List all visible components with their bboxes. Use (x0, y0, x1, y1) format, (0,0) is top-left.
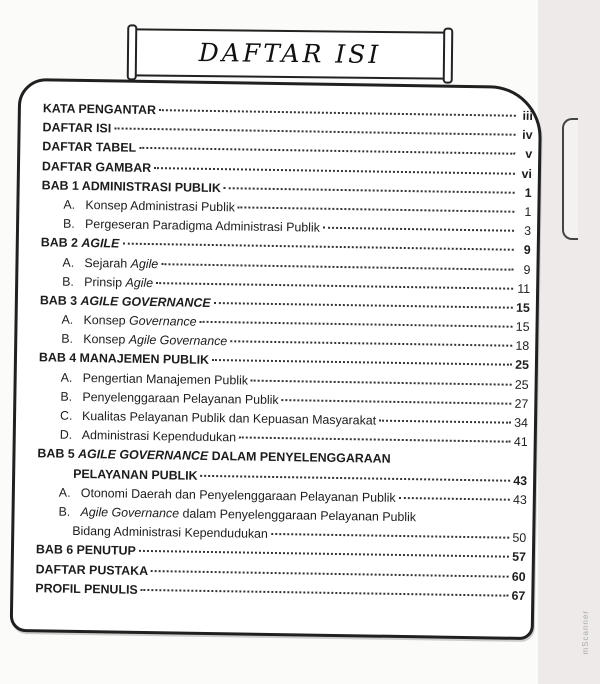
toc-entry-page: 67 (511, 588, 526, 603)
toc-entry-title: DAFTAR PUSTAKA (35, 561, 149, 578)
toc-dot-leader (161, 263, 513, 271)
toc-dot-leader (159, 109, 516, 117)
toc-dot-leader (139, 147, 515, 155)
toc-dot-leader (323, 227, 514, 232)
banner-scroll-right (443, 28, 454, 84)
table-of-contents-box (10, 78, 543, 640)
toc-dot-leader (224, 187, 515, 194)
toc-entry-page: 15 (515, 300, 530, 315)
toc-entry-title: Pengertian Manajemen Publik (82, 370, 249, 388)
toc-dot-leader (141, 589, 509, 597)
toc-entry-title: DAFTAR GAMBAR (41, 158, 152, 175)
toc-entry-page: 9 (523, 262, 531, 277)
toc-entry-page: 43 (513, 473, 528, 488)
toc-entry-page: 25 (515, 358, 530, 373)
toc-entry-title: Otonomi Daerah dan Penyelenggaraan Pelayanan Publik (80, 485, 396, 505)
toc-entry-title: Kualitas Pelayanan Publik dan Kepuasan Masyarakat (81, 408, 377, 428)
toc-dot-leader (214, 302, 513, 309)
toc-entry-page: 15 (515, 319, 530, 335)
toc-entry-page: 18 (515, 339, 530, 354)
toc-entry-page: 25 (514, 377, 529, 392)
toc-entry-page: 27 (514, 396, 529, 411)
toc-entry-letter: C. (59, 408, 73, 423)
toc-entry-title: Pergeseran Paradigma Administrasi Publik (84, 217, 321, 235)
toc-entry-page: 50 (512, 530, 527, 546)
toc-entry-title: BAB 6 PENUTUP (35, 542, 136, 559)
toc-entry-title: Konsep Governance (83, 313, 197, 329)
toc-entry-title: BAB 4 MANAJEMEN PUBLIK (38, 350, 210, 368)
toc-entry-title: BAB 3 AGILE GOVERNANCE (39, 293, 211, 310)
toc-dot-leader (139, 550, 509, 558)
toc-entry-page: 34 (514, 415, 529, 430)
toc-entry-letter: B. (60, 389, 73, 404)
banner-scroll-left (127, 24, 138, 80)
toc-dot-leader (271, 533, 509, 539)
toc-entry-letter: A. (60, 370, 73, 385)
toc-entry-letter: B. (58, 504, 71, 519)
toc-entry-letter: D. (59, 427, 73, 442)
toc-entry-title: KATA PENGANTAR (42, 101, 157, 118)
toc-entry-page: 1 (524, 185, 532, 200)
toc-dot-leader (201, 474, 511, 481)
toc-entry-page: iii (522, 108, 533, 124)
toc-dot-leader (212, 359, 512, 366)
toc-dot-leader (251, 379, 512, 385)
toc-entry-title: PROFIL PENULIS (35, 580, 138, 597)
toc-entry-page: 60 (511, 569, 526, 584)
toc-entry-page: 1 (524, 204, 532, 219)
toc-entry-letter: A. (62, 255, 75, 270)
toc-entry-letter: B. (61, 331, 74, 347)
toc-entry-page: 43 (512, 492, 527, 507)
toc-dot-leader (122, 243, 513, 251)
toc-entry-letter: A. (63, 197, 76, 212)
toc-entry-title: BAB 2 AGILE (40, 235, 120, 251)
scanner-watermark: mScanner (581, 609, 590, 654)
page-edge (538, 0, 600, 684)
toc-entry-title: Konsep Agile Governance (83, 332, 228, 349)
toc-entry-letter: B. (62, 274, 75, 289)
toc-entry-letter: B. (62, 216, 75, 231)
toc-dot-leader (282, 399, 512, 405)
toc-entry-title: Sejarah Agile (84, 255, 159, 271)
toc-entry-page: 57 (512, 550, 527, 565)
toc-dot-leader (379, 420, 511, 424)
toc-entry-title: DAFTAR ISI (42, 120, 112, 136)
toc-entry-title: Bidang Administrasi Kependudukan (72, 523, 269, 542)
toc-list (35, 101, 533, 608)
page-title: DAFTAR ISI (198, 38, 382, 69)
toc-entry-title: Konsep Administrasi Publik (85, 197, 235, 215)
toc-dot-leader (238, 206, 515, 212)
toc-entry-page: 41 (513, 434, 528, 450)
toc-dot-leader (200, 321, 513, 328)
toc-entry-page: iv (522, 128, 533, 143)
toc-dot-leader (239, 437, 511, 443)
toc-dot-leader (156, 282, 513, 290)
toc-entry-title: Agile Governance dalam Penyelenggaraan Pelayanan Publik (80, 504, 417, 525)
toc-entry-letter: A. (58, 485, 71, 500)
toc-entry-title: Penyelenggaraan Pelayanan Publik (82, 389, 279, 407)
toc-dot-leader (151, 570, 509, 578)
toc-entry-page: 9 (523, 243, 531, 258)
toc-entry-title: DAFTAR TABEL (42, 139, 137, 156)
toc-entry-page: v (525, 147, 533, 162)
toc-entry-title: PELAYANAN PUBLIK (73, 466, 198, 483)
toc-entry-page: 11 (517, 281, 531, 296)
toc-entry-title: BAB 5 AGILE GOVERNANCE DALAM PENYELENGGARAAN (37, 446, 391, 467)
toc-dot-leader (230, 341, 512, 347)
page-tab-decoration (562, 118, 578, 240)
toc-entry-title: Administrasi Kependudukan (81, 428, 237, 445)
toc-dot-leader (114, 128, 515, 136)
toc-entry-title: BAB 1 ADMINISTRASI PUBLIK (41, 178, 222, 195)
toc-entry-title: Prinsip Agile (84, 274, 154, 290)
toc-dot-leader (399, 497, 510, 501)
toc-entry-letter: A. (61, 312, 74, 327)
title-banner (134, 28, 446, 79)
toc-dot-leader (154, 167, 515, 175)
toc-entry-page: vi (521, 166, 533, 181)
toc-entry-page: 3 (524, 224, 532, 239)
